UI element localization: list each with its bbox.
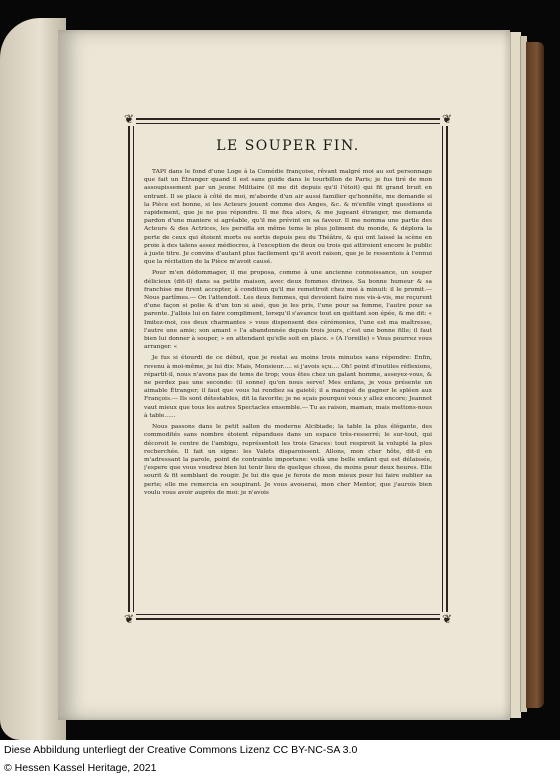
license-line: Diese Abbildung unterliegt der Creative Commons Lizenz CC BY-NC-SA 3.0 bbox=[4, 744, 358, 756]
paragraph: Nous passons dans le petit sallon du moderne Alcibiade; la table la plus élégante, des commodités sans nombre étoient répandues dans un espace très-resserré; le sur-tout, qui décoroit le centre de l'ambigu, représentoit les trois Graces: tout respiroit la volupté la plus recherchée. Il fait un signe: les Valets disparoissent. Allons, mon cher hôte, dit-il en m'adressant la parole, point de contrainte importune: voilà une belle enfant qui est délaissée, j'espere que vous voudrez bien lui tenir lieu de quelque chose, du moins pour deux heures. Elle sourit & fit semblant de rougir. Je lui dis que je ferois de mon mieux pour lui faire oublier sa perte; elle me remercia en soupirant. Je vous avouerai, mon cher Mentor, que j'aurois bien voulu vous avoir auprès de moi: je n'avois bbox=[144, 424, 432, 496]
paragraph: TAPI dans le fond d'une Loge à la Comédie françoise, rêvant malgré moi au sot personnage que fait un Étranger quand il est sans guide dans le tourbillon de Paris; je fus tiré de mon assoupissement par un jeune Militaire (il me dit depuis qu'il l'étoit) qui fit grand bruit en entrant. Il se place à côté de moi, m'aborde d'un air aussi familier qu'honnête, me demande si la Pièce est bonne, si les Acteurs jouent comme des Anges, &c. & m'enfile vingt questions si rapidement, que je ne pus répondre. Il me fixa alors, & me jugeant étranger, me demanda pardon d'une maniere si agréable, qu'il me prévint en sa faveur. Il me nomma une partie des Acteurs & des Actrices, les persifla en même tems le plus joliment du monde, & déplora la perte de ceux qui étoient morts ou sortis depuis peu du Théâtre, & qui ont laissé la scène en proie à des talens assez médiocres, à l'exception de deux ou trois qui attiroient encore le public à juste titre. Je convins d'autant plus facilement qu'il avoit raison, que je le ressentois à l'ennui que la récitation de la Pièce m'avoit causé. bbox=[144, 169, 432, 266]
book-cover bbox=[526, 42, 544, 708]
body-text bbox=[144, 168, 432, 608]
copyright-line: © Hessen Kassel Heritage, 2021 bbox=[4, 762, 157, 774]
paragraph: Pour m'en dédommager, il me proposa, comme à une ancienne connoissance, un souper délicieux (dit-il) dans sa petite maison, avec deux femmes divines. Sa bonne humeur & sa franchise me firent accepter, à condition qu'il me remettroit chez moi à minuit: il le promit.--- Nous partîmes.--- On l'attendoit. Les deux femmes, qui devoient faire nos vis-à-vis, me reçurent d'une façon si polie & d'un ton si aisé, que je les pris, l'une pour sa femme, l'autre pour sa parente. J'allois lui en faire compliment, lorsqu'il s'avance tout en quittant son épée, & me dit: « Imitez-moi, ces deux charmantes » vous dispensent des cérémonies, l'une est ma maîtresse, l'autre une amie; son amant » l'a abandonnée depuis trois jours, c'est une bonne fille; il faut bien lui donner à souper, » en attendant qu'elle soit en place. » (A l'oreille) » Vous pourrez vous arranger. « bbox=[144, 270, 432, 351]
license-caption bbox=[0, 740, 560, 779]
left-page bbox=[0, 18, 66, 740]
frame-ornament-icon: ❦ bbox=[123, 612, 135, 626]
frame-ornament-icon: ❦ bbox=[123, 112, 135, 126]
ornamental-frame bbox=[123, 112, 453, 626]
page-title: LE SOUPER FIN. bbox=[216, 138, 360, 154]
paragraph: Je fus si étourdi de ce début, que je restai au moins trois minutes sans répondre: Enfin, revenu à moi-même, je lui dis: Mais, Monsieur..... si j'avois sçu.... Oh! point d'inutiles réflexions, répartit-il, nous n'avons pas de tems de trop; vous êtes chez un galant homme, asseyez-vous, & ne perdez pas une seconde: (il sonne) qu'on nous serve! Mes enfans, je vous présente un aimable Étranger; il faut que vous lui rendiez sa gaieté; il a manqué de gagner le spléen aux François.--- Ils sont détestables, dit la favorite; je ne sçais pourquoi vous y allez encore; Jeannot vaut mieux que tous les autres Spectacles ensemble.--- Tu as raison, maman, mais mettons-nous à table...... bbox=[144, 355, 432, 419]
frame-ornament-icon: ❦ bbox=[441, 612, 453, 626]
frame-ornament-icon: ❦ bbox=[441, 112, 453, 126]
